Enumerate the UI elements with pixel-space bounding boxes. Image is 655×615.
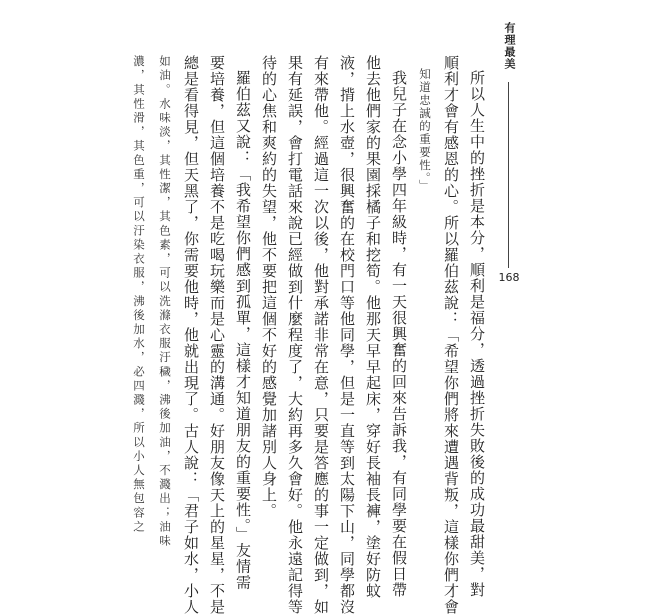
text-column: 總是看得見，但天黑了，你需要他時，他就出現了。古人說：「君子如水，小人 <box>182 55 200 615</box>
text-column: 有來帶他。經過這一次以後，他對承諾非常在意，只要是答應的事一定做到，如 <box>312 55 330 615</box>
page-number: 168 <box>498 271 520 284</box>
text-column: 順利才會有感恩的心。所以羅伯茲說：「希望你們將來遭遇背叛，這樣你們才會 <box>442 55 460 615</box>
text-column: 濃，其性滑，其色重，可以汙染衣服，沸後加水，必四濺，所以小人無包容之 <box>132 55 146 535</box>
text-column: 要培養，但這個培養不是吃喝玩樂而是心靈的溝通。好朋友像天上的星星，不是 <box>208 55 226 615</box>
text-column: 羅伯茲又說：「我希望你們感到孤單，這樣才知道朋友的重要性。」友情需 <box>234 70 252 591</box>
running-header <box>498 22 520 70</box>
body-text <box>132 55 490 615</box>
text-column: 所以人生中的挫折是本分，順利是福分，透過挫折失敗後的成功最甜美，對 <box>468 70 486 598</box>
text-column-quote: 知道忠誠的重要性。」 <box>418 68 432 193</box>
header-rule <box>508 82 509 268</box>
text-column: 待的心焦和爽約的失望，他不要把這個不好的感覺加諸別人身上。 <box>260 55 278 519</box>
book-title: 有理最美 <box>503 22 516 70</box>
text-column: 他去他們家的果園採橘子和挖筍。他那天早早起床，穿好長袖長褲，塗好防蚊 <box>364 55 382 599</box>
text-column: 我兒子在念小學四年級時，有一天很興奮的回來告訴我，有同學要在假日帶 <box>390 70 408 598</box>
text-column: 果有延誤，會打電話來說已經做到什麼程度了，大約再多久會好。他永遠記得等 <box>286 55 304 615</box>
text-column: 液，揹上水壺，很興奮的在校門口等他同學，但是一直等到太陽下山，同學都沒 <box>338 55 356 615</box>
text-column: 如油。水味淡，其性潔，其色素，可以洗滌衣服汙穢，沸後加油，不濺出；油味 <box>158 55 172 549</box>
